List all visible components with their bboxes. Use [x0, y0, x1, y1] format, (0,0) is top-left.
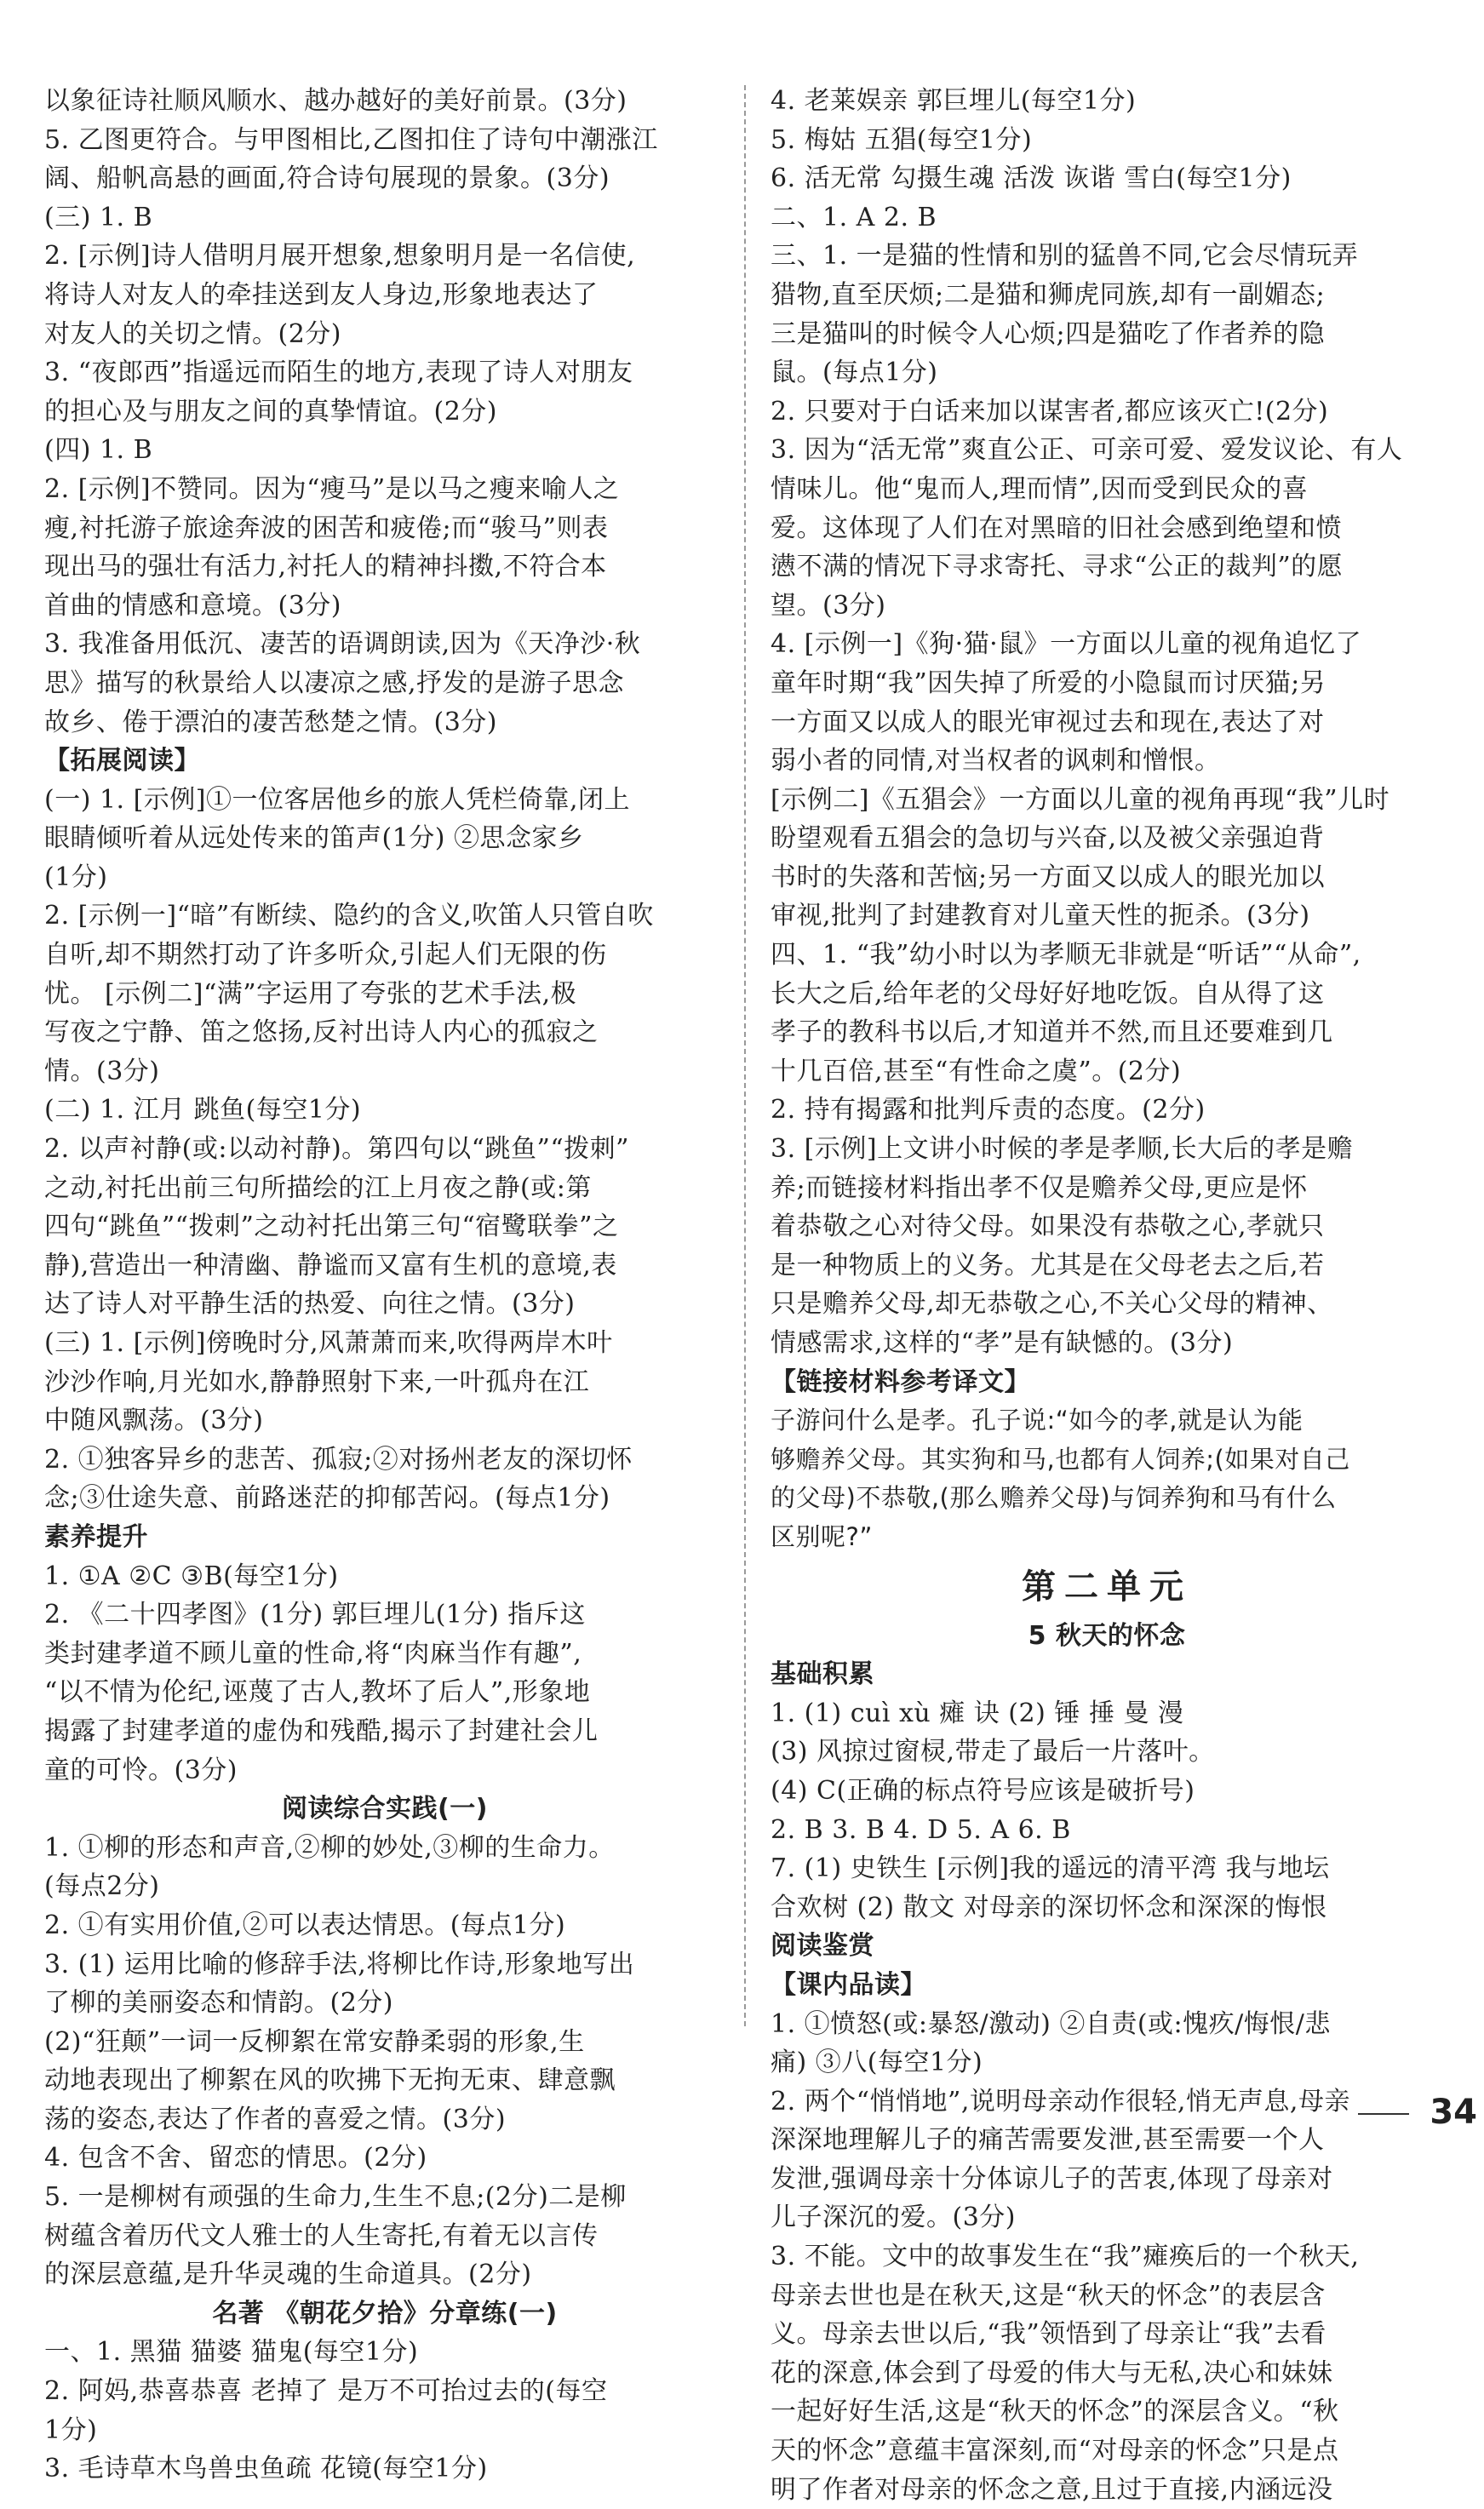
answer-line: (4) C(正确的标点符号应该是破折号): [771, 1775, 1195, 1806]
answer-line: 沙沙作响,月光如水,静静照射下来,一叶孤舟在江: [44, 1366, 590, 1397]
translation-line: 够赡养父母。其实狗和马,也都有人饲养;(如果对自己: [771, 1444, 1350, 1474]
answer-line: 盼望观看五猖会的急切与兴奋,以及被父亲强迫背: [771, 823, 1325, 854]
answer-line: 4. 老莱娱亲 郭巨埋儿(每空1分): [771, 86, 1137, 116]
answer-line: 3. 我准备用低沉、凄苦的语调朗读,因为《天净沙·秋: [44, 629, 641, 660]
answer-line: 2. 两个“悄悄地”,说明母亲动作很轻,悄无声息,母亲: [771, 2086, 1350, 2117]
answer-line: 义。母亲去世以后,“我”领悟到了母亲让“我”去看: [771, 2319, 1326, 2350]
section-heading: 阅读鉴赏: [771, 1931, 874, 1962]
answer-line: 1分): [44, 2414, 98, 2445]
answer-line: 合欢树 (2) 散文 对母亲的深切怀念和深深的悔恨: [771, 1892, 1327, 1922]
answer-line: 3. “夜郎西”指遥远而陌生的地方,表现了诗人对朋友: [44, 358, 633, 388]
answer-line: 2. ①有实用价值,②可以表达情思。(每点1分): [44, 1910, 566, 1940]
answer-line: (1分): [44, 862, 108, 892]
answer-line: 2. [示例]诗人借明月展开想象,想象明月是一名信使,: [44, 241, 636, 272]
answer-line: 发泄,强调母亲十分体谅儿子的苦衷,体现了母亲对: [771, 2163, 1333, 2194]
answer-line: (2)“狂颠”一词一反柳絮在常安静柔弱的形象,生: [44, 2026, 585, 2057]
answer-line: 中随风飘荡。(3分): [44, 1406, 264, 1436]
answer-line: 5. 乙图更符合。与甲图相比,乙图扣住了诗句中潮涨江: [44, 124, 658, 155]
answer-line: 思》描写的秋景给人以凄凉之感,抒发的是游子思念: [44, 667, 625, 698]
answer-line: 了柳的美丽姿态和情韵。(2分): [44, 1988, 393, 2019]
answer-line: 6. 活无常 勾摄生魂 活泼 诙谐 雪白(每空1分): [771, 163, 1292, 194]
answer-line: “以不情为伦纪,诬蔑了古人,教坏了后人”,形象地: [44, 1677, 591, 1708]
answer-line: 1. ①A ②C ③B(每空1分): [44, 1561, 339, 1591]
answer-line: 痛) ③八(每空1分): [771, 2048, 983, 2078]
answer-line: 1. ①愤怒(或:暴怒/激动) ②自责(或:愧疚/悔恨/悲: [771, 2008, 1331, 2039]
answer-line: 2. 以声衬静(或:以动衬静)。第四句以“跳鱼”“拨刺”: [44, 1134, 630, 1165]
answer-line: 猎物,直至厌烦;二是猫和狮虎同族,却有一副媚态;: [771, 279, 1326, 310]
answer-line: 养;而链接材料指出孝不仅是赡养父母,更应是怀: [771, 1172, 1308, 1203]
translation-line: 区别呢?”: [771, 1521, 873, 1551]
answer-line: 3. (1) 运用比喻的修辞手法,将柳比作诗,形象地写出: [44, 1949, 635, 1979]
answer-line: 懑不满的情况下寻求寄托、寻求“公正的裁判”的愿: [771, 552, 1344, 582]
left-column: [44, 82, 725, 2489]
answer-line: (一) 1. [示例]①一位客居他乡的旅人凭栏倚靠,闭上: [44, 784, 631, 815]
answer-line: 一起好好生活,这是“秋天的怀念”的深层含义。“秋: [771, 2397, 1339, 2427]
answer-line: 将诗人对友人的牵挂送到友人身边,形象地表达了: [44, 279, 599, 310]
translation-line: 子游问什么是孝。孔子说:“如今的孝,就是认为能: [771, 1406, 1304, 1435]
answer-line: 5. 梅姑 五猖(每空1分): [771, 124, 1033, 155]
answer-line: 自听,却不期然打动了许多听众,引起人们无限的伤: [44, 940, 607, 971]
section-heading: 基础积累: [771, 1659, 874, 1690]
answer-line: (四) 1. B: [44, 435, 153, 466]
answer-line: (三) 1. [示例]傍晚时分,风萧萧而来,吹得两岸木叶: [44, 1328, 613, 1358]
answer-line: 只是赡养父母,却无恭敬之心,不关心父母的精神、: [771, 1289, 1333, 1320]
answer-line: 动地表现出了柳絮在风的吹拂下无拘无束、肆意飘: [44, 2065, 616, 2096]
answer-line: 首曲的情感和意境。(3分): [44, 590, 341, 621]
answer-line: 童年时期“我”因失掉了所爱的小隐鼠而讨厌猫;另: [771, 667, 1326, 698]
answer-line: 母亲去世也是在秋天,这是“秋天的怀念”的表层含: [771, 2280, 1326, 2311]
section-title: 阅读综合实践(一): [282, 1794, 488, 1824]
answer-line: 2. [示例一]“暗”有断续、隐约的含义,吹笛人只管自吹: [44, 901, 654, 931]
answer-line: 2. ①独客异乡的悲苦、孤寂;②对扬州老友的深切怀: [44, 1444, 633, 1475]
answer-line: 孝子的教科书以后,才知道并不然,而且还要难到几: [771, 1017, 1333, 1048]
answer-line: 一、1. 黑猫 猫婆 猫鬼(每空1分): [44, 2337, 419, 2368]
page-number-rule: [1358, 2113, 1409, 2115]
answer-line: 2. 持有揭露和批判斥责的态度。(2分): [771, 1095, 1206, 1126]
answer-line: 2. 阿妈,恭喜恭喜 老掉了 是万不可抬过去的(每空: [44, 2376, 608, 2407]
answer-line: 故乡、倦于漂泊的凄苦愁楚之情。(3分): [44, 707, 497, 737]
answer-line: 二、1. A 2. B: [771, 202, 937, 232]
answer-line: 三、1. 一是猫的性情和别的猛兽不同,它会尽情玩弄: [771, 241, 1359, 272]
answer-line: 花的深意,体会到了母爱的伟大与无私,决心和妹妹: [771, 2357, 1333, 2388]
answer-line: 3. 因为“活无常”爽直公正、可亲可爱、爱发议论、有人: [771, 435, 1403, 466]
answer-line: 情感需求,这样的“孝”是有缺憾的。(3分): [771, 1328, 1234, 1358]
section-heading: 素养提升: [44, 1521, 148, 1552]
answer-line: 四、1. “我”幼小时以为孝顺无非就是“听话”“从命”,: [771, 940, 1361, 971]
answer-line: 情。(3分): [44, 1056, 160, 1086]
answer-line: 念;③仕途失意、前路迷茫的抑郁苦闷。(每点1分): [44, 1483, 610, 1514]
answer-line: (每点2分): [44, 1871, 160, 1902]
answer-line: 审视,批判了封建教育对儿童天性的扼杀。(3分): [771, 901, 1310, 931]
answer-line: 2. 《二十四孝图》(1分) 郭巨埋儿(1分) 指斥这: [44, 1600, 586, 1630]
right-column: [771, 82, 1443, 2509]
section-heading: 【拓展阅读】: [44, 746, 200, 776]
answer-line: 揭露了封建孝道的虚伪和残酷,揭示了封建社会儿: [44, 1716, 599, 1746]
answer-line: 2. [示例]不赞同。因为“瘦马”是以马之瘦来喻人之: [44, 473, 620, 504]
answer-line: 3. [示例]上文讲小时候的孝是孝顺,长大后的孝是赡: [771, 1134, 1354, 1165]
answer-line: 现出马的强壮有活力,衬托人的精神抖擞,不符合本: [44, 552, 607, 582]
answer-line: 着恭敬之心对待父母。如果没有恭敬之心,孝就只: [771, 1212, 1325, 1242]
answer-line: 7. (1) 史铁生 [示例]我的遥远的清平湾 我与地坛: [771, 1853, 1330, 1884]
answer-line: 是一种物质上的义务。尤其是在父母老去之后,若: [771, 1250, 1325, 1280]
page-number: 34: [1430, 2093, 1477, 2132]
answer-line: 类封建孝道不顾儿童的性命,将“肉麻当作有趣”,: [44, 1638, 582, 1669]
answer-line: 阔、船帆高悬的画面,符合诗句展现的景象。(3分): [44, 163, 610, 194]
answer-line: 3. 毛诗草木鸟兽虫鱼疏 花镜(每空1分): [44, 2454, 488, 2484]
answer-line: 荡的姿态,表达了作者的喜爱之情。(3分): [44, 2104, 507, 2134]
answer-line: 瘦,衬托游子旅途奔波的困苦和疲倦;而“骏马”则表: [44, 513, 609, 543]
column-divider: [744, 85, 746, 2026]
answer-line: 四句“跳鱼”“拨刺”之动衬托出第三句“宿鹭联拳”之: [44, 1212, 619, 1242]
answer-line: 写夜之宁静、笛之悠扬,反衬出诗人内心的孤寂之: [44, 1017, 599, 1048]
answer-line: 5. 一是柳树有顽强的生命力,生生不息;(2分)二是柳: [44, 2182, 627, 2213]
answer-line: 眼睛倾听着从远处传来的笛声(1分) ②思念家乡: [44, 823, 584, 854]
answer-line: 2. 只要对于白话来加以谋害者,都应该灭亡!(2分): [771, 396, 1329, 427]
answer-line: 童的可怜。(3分): [44, 1755, 238, 1785]
answer-line: 长大之后,给年老的父母好好地吃饭。自从得了这: [771, 978, 1325, 1009]
answer-line: 儿子深沉的爱。(3分): [771, 2203, 1016, 2233]
answer-line: 达了诗人对平静生活的热爱、向往之情。(3分): [44, 1289, 576, 1320]
answer-line: 的深层意蕴,是升华灵魂的生命道具。(2分): [44, 2260, 532, 2290]
answer-line: 三是猫叫的时候令人心烦;四是猫吃了作者养的隐: [771, 318, 1326, 349]
answer-line: 1. (1) cuì xù 瘫 诀 (2) 锤 捶 曼 漫: [771, 1698, 1184, 1728]
answer-line: 爱。这体现了人们在对黑暗的旧社会感到绝望和愤: [771, 513, 1342, 543]
translation-line: 的父母)不恭敬,(那么赡养父母)与饲养狗和马有什么: [771, 1483, 1337, 1513]
answer-line: 4. 包含不舍、留恋的情思。(2分): [44, 2143, 427, 2174]
answer-line: [示例二]《五猖会》一方面以儿童的视角再现“我”儿时: [771, 784, 1390, 815]
section-title: 5 秋天的怀念: [1028, 1620, 1186, 1651]
answer-line: 之动,衬托出前三句所描绘的江上月夜之静(或:第: [44, 1172, 592, 1203]
answer-line: 书时的失落和苦恼;另一方面又以成人的眼光加以: [771, 862, 1326, 892]
section-heading: 【链接材料参考译文】: [771, 1366, 1030, 1397]
section-title: 名著 《朝花夕拾》分章练(一): [212, 2298, 558, 2329]
answer-line: 一方面又以成人的眼光审视过去和现在,表达了对: [771, 707, 1325, 737]
answer-line: 树蕴含着历代文人雅士的人生寄托,有着无以言传: [44, 2220, 599, 2251]
answer-line: 的担心及与朋友之间的真挚情谊。(2分): [44, 396, 497, 427]
answer-line: (三) 1. B: [44, 202, 153, 232]
answer-line: 望。(3分): [771, 590, 886, 621]
answer-line: 以象征诗社顺风顺水、越办越好的美好前景。(3分): [44, 86, 627, 116]
answer-line: 4. [示例一]《狗·猫·鼠》一方面以儿童的视角追忆了: [771, 629, 1362, 660]
answer-line: 十几百倍,甚至“有性命之虞”。(2分): [771, 1056, 1182, 1086]
answer-line: (二) 1. 江月 跳鱼(每空1分): [44, 1095, 362, 1126]
answer-line: 忧。 [示例二]“满”字运用了夸张的艺术手法,极: [44, 978, 577, 1009]
answer-line: 鼠。(每点1分): [771, 358, 938, 388]
answer-line: 明了作者对母亲的怀念之意,且过于直接,内涵远没: [771, 2474, 1333, 2505]
unit-title: 第二单元: [1022, 1566, 1192, 1607]
answer-line: 1. ①柳的形态和声音,②柳的妙处,③柳的生命力。: [44, 1832, 615, 1863]
answer-line: 2. B 3. B 4. D 5. A 6. B: [771, 1814, 1071, 1845]
answer-line: 情味儿。他“鬼而人,理而情”,因而受到民众的喜: [771, 473, 1309, 504]
answer-line: (3) 风掠过窗棂,带走了最后一片落叶。: [771, 1737, 1215, 1767]
answer-line: 深深地理解儿子的痛苦需要发泄,甚至需要一个人: [771, 2125, 1325, 2156]
answer-line: 天的怀念”意蕴丰富深刻,而“对母亲的怀念”只是点: [771, 2436, 1339, 2466]
answer-line: 弱小者的同情,对当权者的讽刺和憎恨。: [771, 746, 1221, 776]
answer-line: 对友人的关切之情。(2分): [44, 318, 341, 349]
answer-line: 3. 不能。文中的故事发生在“我”瘫痪后的一个秋天,: [771, 2242, 1360, 2272]
answer-line: 静),营造出一种清幽、静谧而又富有生机的意境,表: [44, 1250, 617, 1280]
section-heading: 【课内品读】: [771, 1969, 926, 2000]
